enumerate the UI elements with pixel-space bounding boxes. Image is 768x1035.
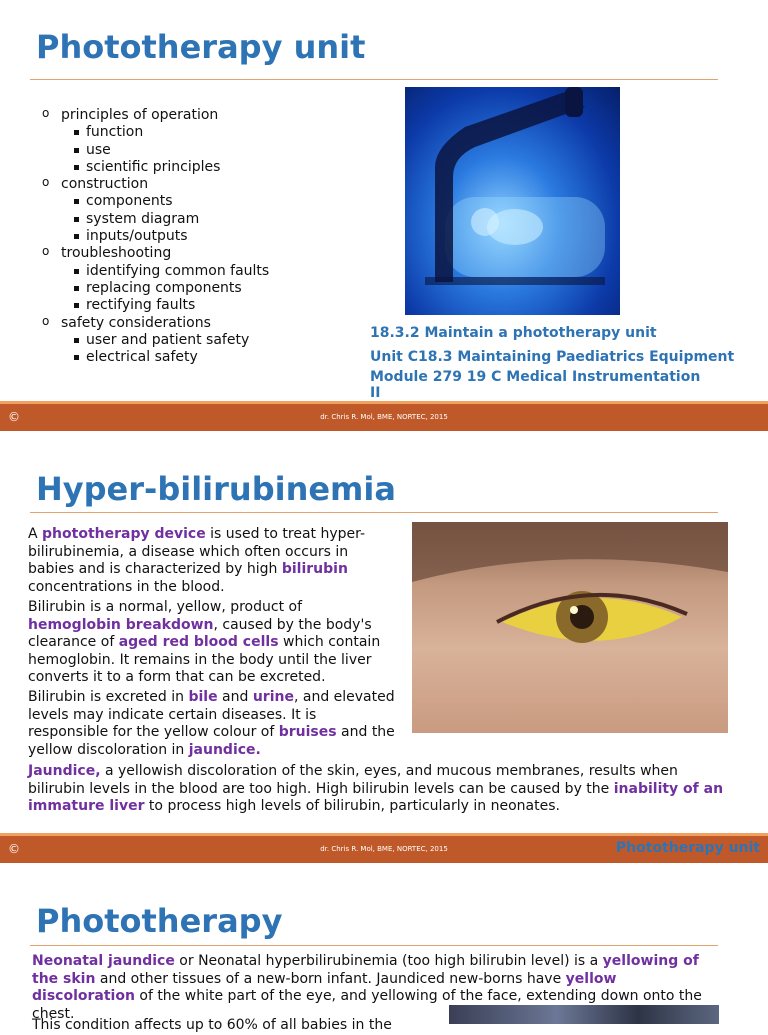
phototherapy-baby-image [449, 1005, 719, 1024]
copyright-mark: © [8, 410, 20, 424]
outline-item: o safety considerations [42, 315, 269, 332]
topic-outline [42, 107, 269, 366]
slide-phototherapy-unit [0, 0, 768, 432]
outline-subitem: function [42, 124, 269, 141]
paragraph-prevalence: This condition affects up to 60% of all babies in the [32, 1017, 392, 1033]
slide-phototherapy [0, 864, 768, 1033]
slide-title: Hyper-bilirubinemia [36, 470, 396, 508]
outline-subitem: components [42, 193, 269, 210]
footer-author: dr. Chris R. Mol, BME, NORTEC, 2015 [320, 413, 448, 421]
title-divider [30, 945, 718, 946]
outline-subitem: replacing components [42, 280, 269, 297]
paragraph-jaundice: Jaundice, a yellowish discoloration of the skin, eyes, and mucous membranes, results when bilirubin levels in the blood are too high. High bilirubin levels can be caused by the inability of an immature liver to process high levels of bilirubin, particularly in neonates. [28, 763, 724, 814]
title-divider [30, 79, 718, 80]
slide-hyper-bilirubinemia [0, 432, 768, 864]
outline-subitem: scientific principles [42, 159, 269, 176]
footer-author: dr. Chris R. Mol, BME, NORTEC, 2015 [320, 845, 448, 853]
paragraph-phototherapy-device: A phototherapy device is used to treat hyper-bilirubinemia, a disease which often occurs in babies and is characterized by high bilirubin concentrations in the blood. [28, 526, 366, 595]
paragraph-excretion: Bilirubin is excreted in bile and urine, and elevated levels may indicate certain diseases. It is responsible for the yellow colour of bruises and the yellow discoloration in jaundice. [28, 689, 395, 758]
slide-title: Phototherapy unit [36, 28, 366, 66]
outline-subitem: use [42, 142, 269, 159]
outline-subitem: electrical safety [42, 349, 269, 366]
phototherapy-lamp-image [405, 87, 620, 315]
paragraph-neonatal-jaundice: Neonatal jaundice or Neonatal hyperbilirubinemia (too high bilirubin level) is a yellowing of the skin and other tissues of a new-born infant. Jaundiced new-borns have yellow discoloration of the white part of the eye, and yellowing of the face, extending down onto the chest. [32, 953, 702, 1022]
module-name: Module 279 19 C Medical Instrumentation II [370, 369, 701, 401]
footer-topic: Phototherapy unit [615, 840, 760, 856]
jaundiced-eye-image [412, 522, 728, 733]
outline-subitem: inputs/outputs [42, 228, 269, 245]
outline-subitem: rectifying faults [42, 297, 269, 314]
paragraph-bilirubin: Bilirubin is a normal, yellow, product of hemoglobin breakdown, caused by the body's clearance of aged red blood cells which contain hemoglobin. It remains in the body until the liver converts it to a form that can be excreted. [28, 599, 381, 685]
copyright-mark: © [8, 842, 20, 856]
slide-title: Phototherapy [36, 902, 283, 940]
unit-info [370, 322, 734, 401]
outline-item: o troubleshooting [42, 245, 269, 262]
outline-subitem: user and patient safety [42, 332, 269, 349]
outline-item: o principles of operation [42, 107, 269, 124]
outline-item: o construction [42, 176, 269, 193]
slide-footer [0, 401, 768, 431]
unit-competency: 18.3.2 Maintain a phototherapy unit [370, 325, 657, 341]
outline-subitem: identifying common faults [42, 263, 269, 280]
title-divider [30, 512, 718, 513]
slide-footer [0, 833, 768, 863]
unit-name: Unit C18.3 Maintaining Paediatrics Equipment [370, 348, 735, 365]
outline-subitem: system diagram [42, 211, 269, 228]
